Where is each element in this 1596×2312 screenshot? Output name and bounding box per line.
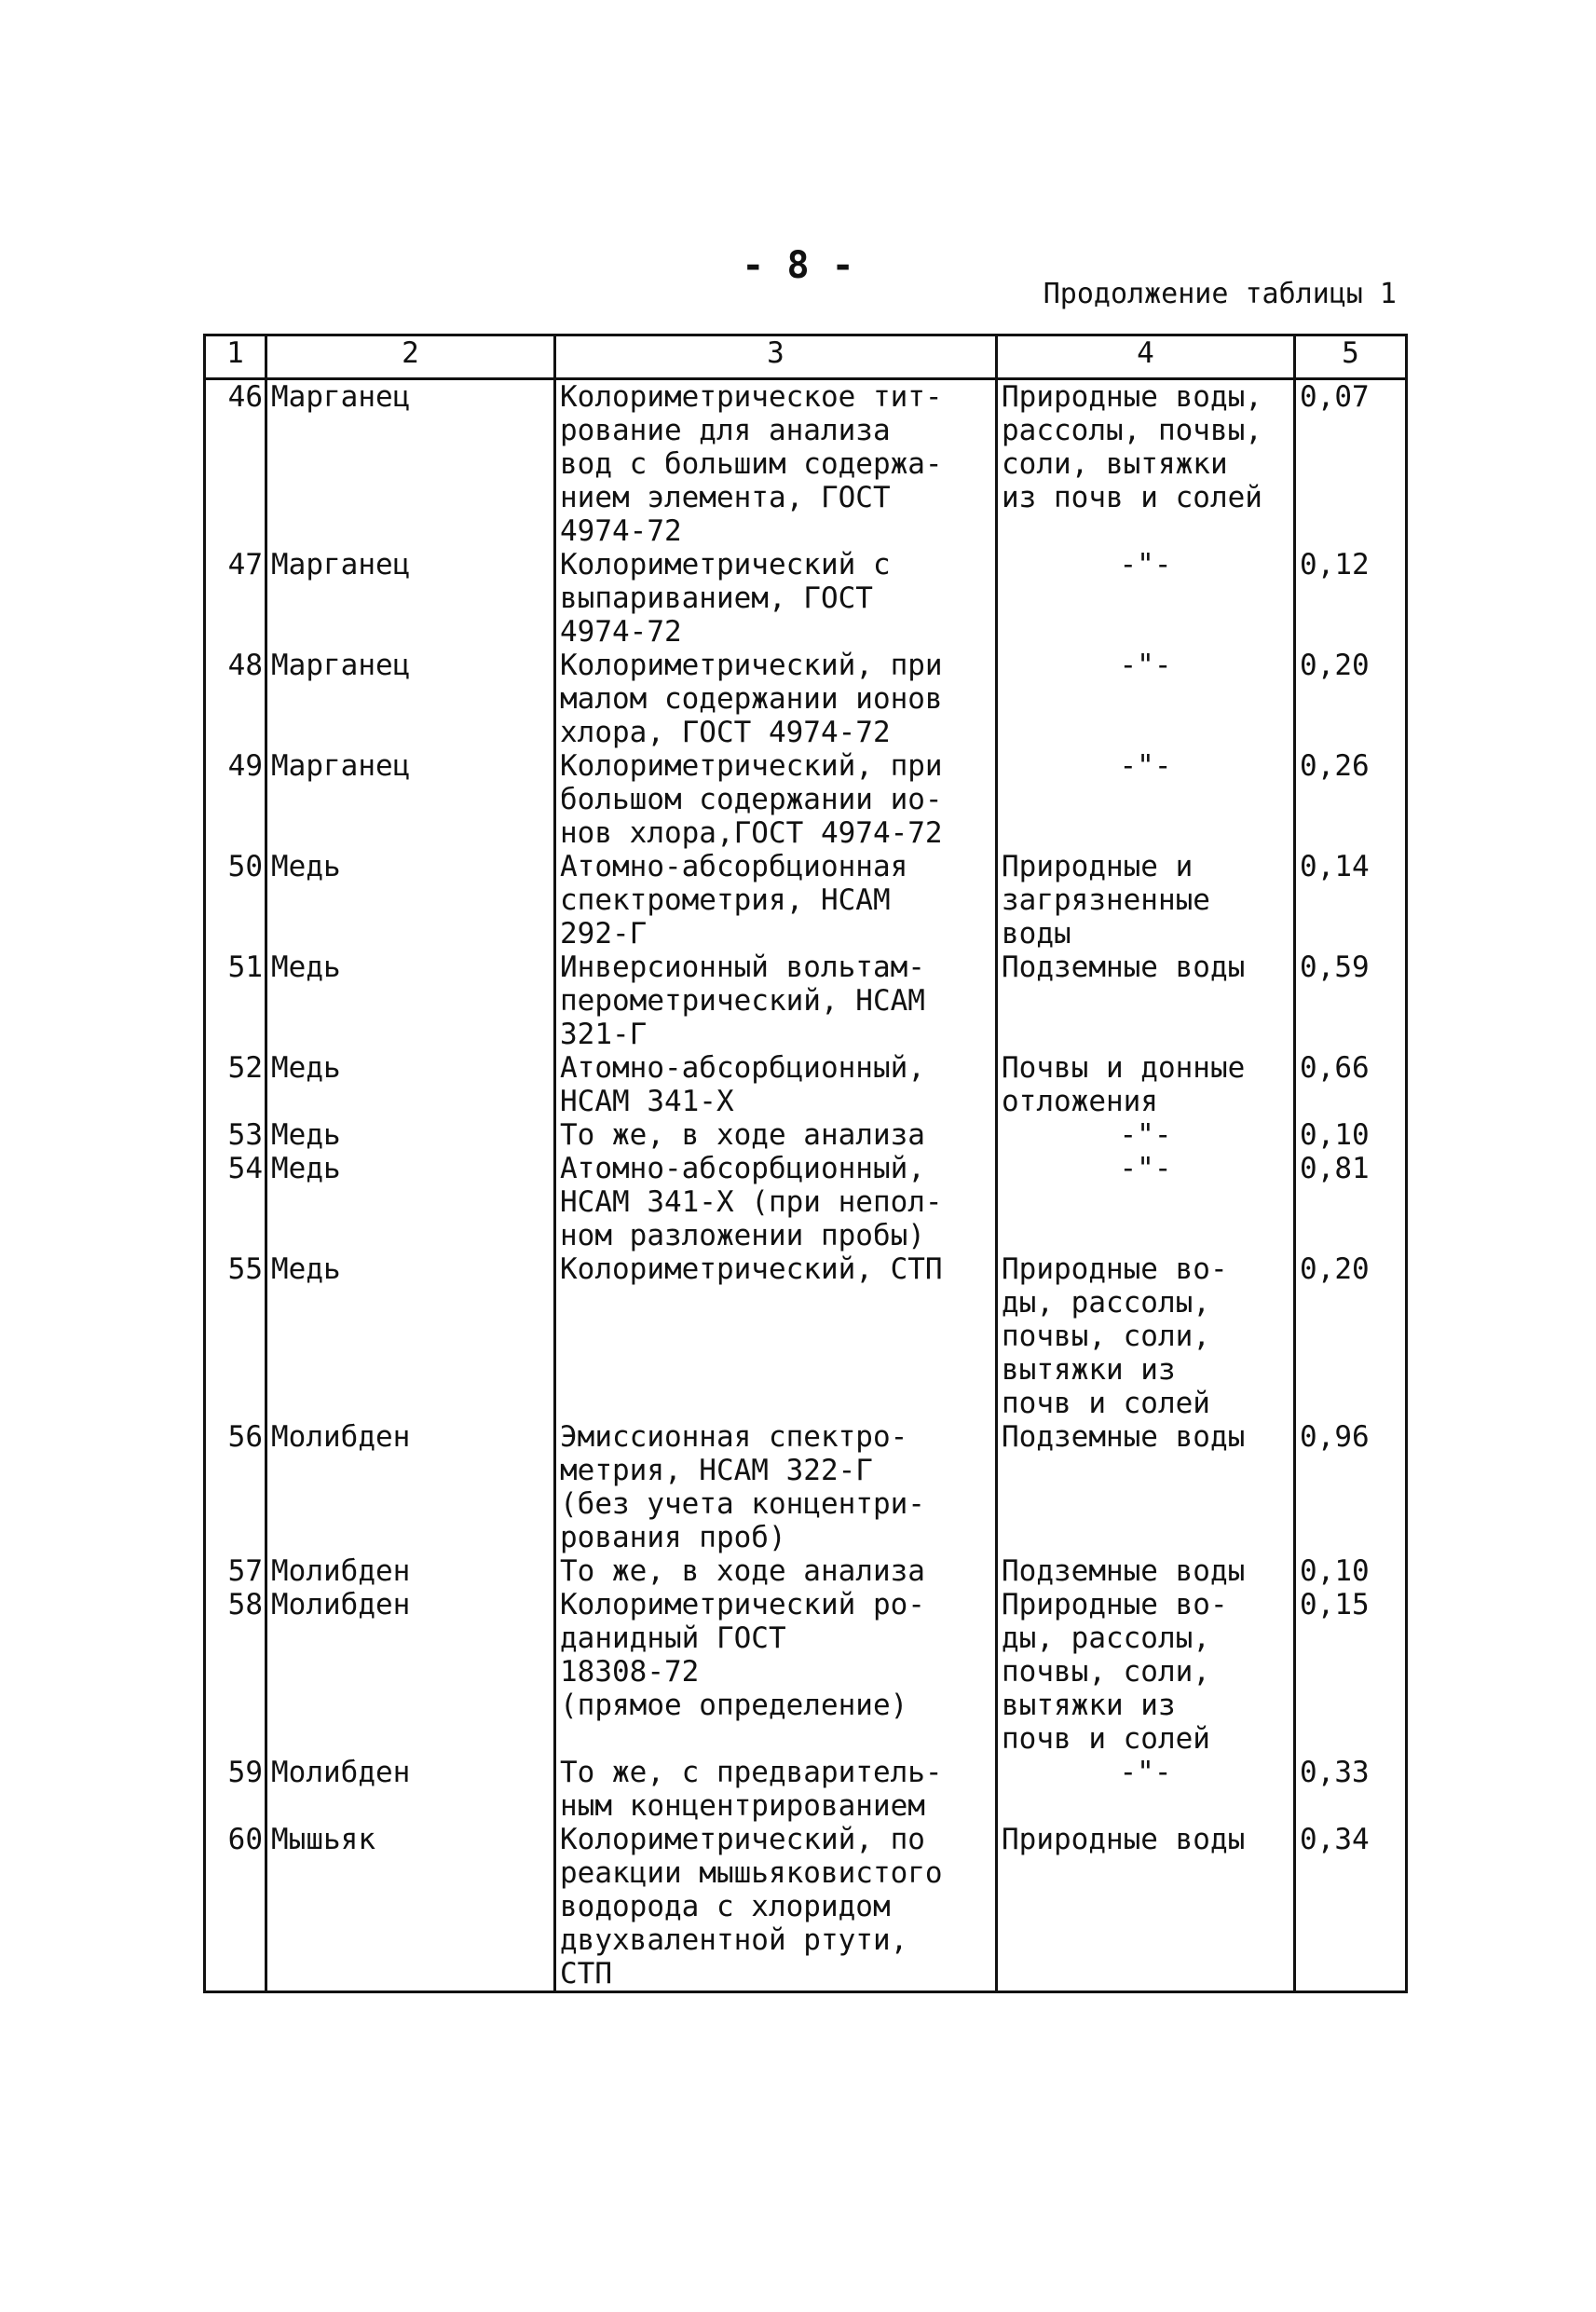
- table-row: [205, 1756, 1407, 1823]
- value-cell: 0,12: [1295, 548, 1407, 649]
- row-number: 47: [205, 548, 266, 649]
- method-description: Колориметрический с выпариванием, ГОСТ 4974-72: [555, 548, 997, 649]
- row-number: 59: [205, 1756, 266, 1823]
- analysis-objects: -"-: [997, 649, 1295, 749]
- table-row: [205, 1152, 1407, 1252]
- value-cell: 0,07: [1295, 379, 1407, 549]
- table-row: [205, 850, 1407, 951]
- value-cell: 0,96: [1295, 1420, 1407, 1554]
- analysis-objects: -"-: [997, 1118, 1295, 1152]
- method-description: Эмиссионная спектро- метрия, НСАМ 322-Г (без учета концентри- рования проб): [555, 1420, 997, 1554]
- element-name: Мышьяк: [266, 1823, 555, 1992]
- row-number: 60: [205, 1823, 266, 1992]
- element-name: Марганец: [266, 548, 555, 649]
- element-name: Марганец: [266, 379, 555, 549]
- row-number: 51: [205, 951, 266, 1051]
- page-number: - 8 -: [742, 244, 854, 287]
- table-row: [205, 1554, 1407, 1588]
- row-number: 53: [205, 1118, 266, 1152]
- method-description: То же, в ходе анализа: [555, 1554, 997, 1588]
- element-name: Медь: [266, 1152, 555, 1252]
- value-cell: 0,34: [1295, 1823, 1407, 1992]
- analysis-objects: -"-: [997, 749, 1295, 850]
- method-description: Атомно-абсорбционный, НСАМ 341-Х (при непол- ном разложении пробы): [555, 1152, 997, 1252]
- element-name: Молибден: [266, 1554, 555, 1588]
- method-description: Колориметрический, по реакции мышьяковистого водорода с хлоридом двухвалентной ртути, СТП: [555, 1823, 997, 1992]
- row-number: 52: [205, 1051, 266, 1118]
- analysis-objects: Природные во- ды, рассолы, почвы, соли, вытяжки из почв и солей: [997, 1252, 1295, 1420]
- row-number: 56: [205, 1420, 266, 1554]
- analysis-objects: Природные воды, рассолы, почвы, соли, вытяжки из почв и солей: [997, 379, 1295, 549]
- row-number: 48: [205, 649, 266, 749]
- value-cell: 0,66: [1295, 1051, 1407, 1118]
- value-cell: 0,59: [1295, 951, 1407, 1051]
- table-header: [205, 335, 1407, 379]
- value-cell: 0,26: [1295, 749, 1407, 850]
- element-name: Медь: [266, 850, 555, 951]
- element-name: Медь: [266, 951, 555, 1051]
- header-col-4: 4: [997, 335, 1295, 379]
- method-description: Атомно-абсорбционный, НСАМ 341-Х: [555, 1051, 997, 1118]
- row-number: 55: [205, 1252, 266, 1420]
- header-col-5: 5: [1295, 335, 1407, 379]
- value-cell: 0,81: [1295, 1152, 1407, 1252]
- element-name: Марганец: [266, 649, 555, 749]
- analysis-objects: Подземные воды: [997, 1420, 1295, 1554]
- row-number: 57: [205, 1554, 266, 1588]
- value-cell: 0,33: [1295, 1756, 1407, 1823]
- row-number: 54: [205, 1152, 266, 1252]
- analysis-objects: Подземные воды: [997, 1554, 1295, 1588]
- table-row: [205, 379, 1407, 549]
- method-description: Колориметрическое тит- рование для анализа вод с большим содержа- нием элемента, ГОСТ 4974-72: [555, 379, 997, 549]
- row-number: 58: [205, 1588, 266, 1756]
- analysis-objects: -"-: [997, 1756, 1295, 1823]
- header-col-1: 1: [205, 335, 266, 379]
- table-row: [205, 1420, 1407, 1554]
- table-row: [205, 1588, 1407, 1756]
- table-row: [205, 1051, 1407, 1118]
- table-row: [205, 749, 1407, 850]
- table-row: [205, 548, 1407, 649]
- method-description: Колориметрический, при малом содержании ионов хлора, ГОСТ 4974-72: [555, 649, 997, 749]
- method-description: Атомно-абсорбционная спектрометрия, НСАМ 292-Г: [555, 850, 997, 951]
- analysis-objects: Природные во- ды, рассолы, почвы, соли, вытяжки из почв и солей: [997, 1588, 1295, 1756]
- data-table-container: [203, 334, 1405, 1993]
- table-row: [205, 1252, 1407, 1420]
- element-name: Молибден: [266, 1756, 555, 1823]
- analysis-objects: Природные и загрязненные воды: [997, 850, 1295, 951]
- row-number: 50: [205, 850, 266, 951]
- method-description: То же, в ходе анализа: [555, 1118, 997, 1152]
- method-description: Колориметрический, СТП: [555, 1252, 997, 1420]
- method-description: Инверсионный вольтам- перометрический, НСАМ 321-Г: [555, 951, 997, 1051]
- element-name: Марганец: [266, 749, 555, 850]
- row-number: 49: [205, 749, 266, 850]
- table-row: [205, 951, 1407, 1051]
- header-col-3: 3: [555, 335, 997, 379]
- analysis-objects: Природные воды: [997, 1823, 1295, 1992]
- value-cell: 0,14: [1295, 850, 1407, 951]
- row-number: 46: [205, 379, 266, 549]
- element-name: Медь: [266, 1051, 555, 1118]
- element-name: Медь: [266, 1118, 555, 1152]
- value-cell: 0,20: [1295, 649, 1407, 749]
- element-name: Медь: [266, 1252, 555, 1420]
- header-col-2: 2: [266, 335, 555, 379]
- table-caption: Продолжение таблицы 1: [1043, 278, 1397, 310]
- value-cell: 0,20: [1295, 1252, 1407, 1420]
- element-name: Молибден: [266, 1588, 555, 1756]
- method-description: Колориметрический ро- данидный ГОСТ 18308-72 (прямое определение): [555, 1588, 997, 1756]
- value-cell: 0,15: [1295, 1588, 1407, 1756]
- data-table: [203, 334, 1408, 1993]
- analysis-objects: -"-: [997, 1152, 1295, 1252]
- value-cell: 0,10: [1295, 1554, 1407, 1588]
- value-cell: 0,10: [1295, 1118, 1407, 1152]
- analysis-objects: Почвы и донные отложения: [997, 1051, 1295, 1118]
- header-row: [205, 335, 1407, 379]
- table-row: [205, 649, 1407, 749]
- element-name: Молибден: [266, 1420, 555, 1554]
- method-description: То же, с предваритель- ным концентрированием: [555, 1756, 997, 1823]
- method-description: Колориметрический, при большом содержании ио- нов хлора,ГОСТ 4974-72: [555, 749, 997, 850]
- table-row: [205, 1118, 1407, 1152]
- table-body: [205, 379, 1407, 1992]
- analysis-objects: Подземные воды: [997, 951, 1295, 1051]
- analysis-objects: -"-: [997, 548, 1295, 649]
- table-row: [205, 1823, 1407, 1992]
